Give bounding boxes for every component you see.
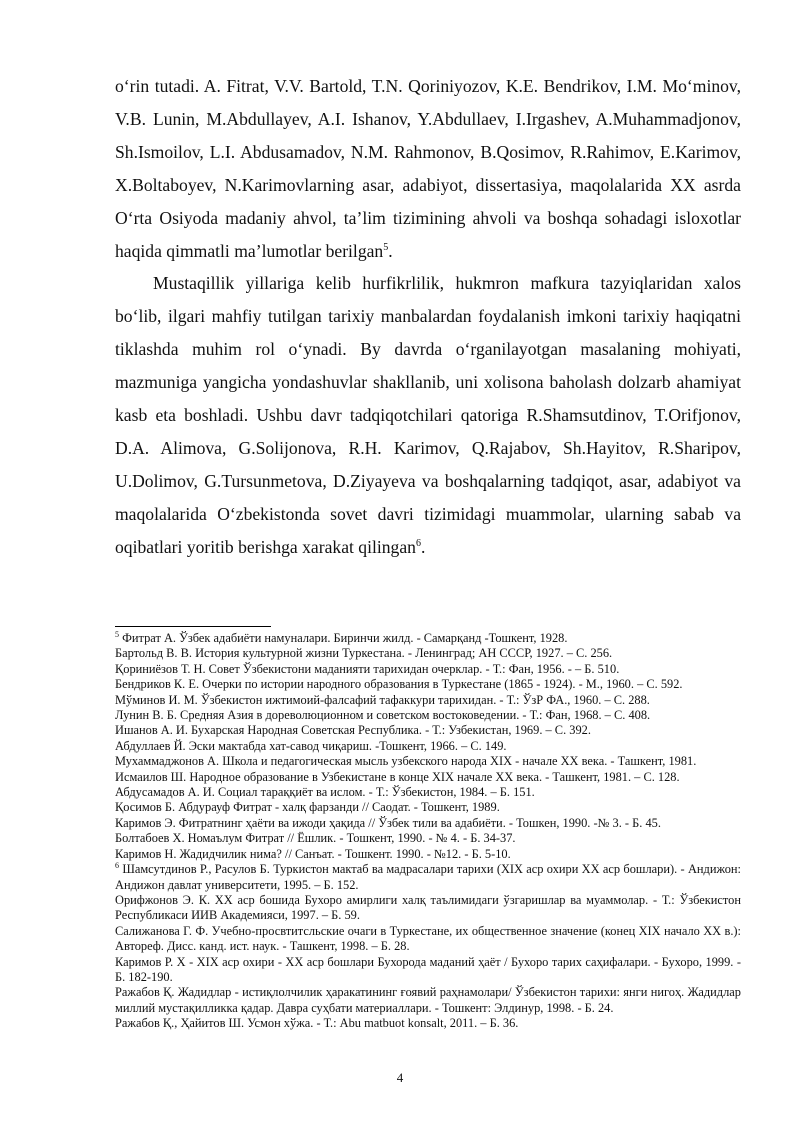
footnote-text: Қосимов Б. Абдурауф Фитрат - халқ фарзанди // Саодат. - Тошкент, 1989.: [115, 800, 500, 815]
footnotes-section: [115, 631, 741, 1032]
footnote-entry: [115, 924, 741, 955]
footnote-entry: [115, 800, 741, 815]
footnote-entry: [115, 723, 741, 738]
footnote-text: Ражабов Қ. Жадидлар - истиқлолчилик ҳаракатининг ғоявий раҳнамолари/ Ўзбекистон тарихи: янги нигоҳ. Жадидлар миллий мустақилликка қадар. Давра суҳбати материаллари. - Тошкент: Элдинур, 1998. - Б. 24.: [115, 985, 741, 1015]
footnote-text: Абдуллаев Й. Эски мактабда хат-савод чиқариш. -Тошкент, 1966. – С. 149.: [115, 738, 507, 753]
paragraph-1: o‘rin tutadi. A. Fitrat, V.V. Bartold, T.N. Qoriniyozov, K.E. Bendrikov, I.M. Mo‘minov, V.B. Lunin, M.Abdullayev, A.I. Ishanov, Y.Abdullaev, I.Irgashev, A.Muhammadjonov, Sh.Ismoilov, L.I. Abdusamadov, N.M. Rahmonov, B.Qosimov, R.Rahimov, E.Karimov, X.Boltaboyev, N.Karimovlarning asar, adabiyot, dissertasiya, maqolalarida XX asrda O‘rta Osiyoda madaniy ahvol, ta’lim tizimining ahvoli va boshqa sohadagi isloxotlar haqida qimmatli ma’lumotlar berilgan$^5$.: [115, 76, 741, 261]
page-number: 4: [396, 1070, 404, 1085]
footnote-entry: [115, 847, 741, 862]
footnote-text: Каримов Н. Жадидчилик нима? // Санъат. - Тошкент. 1990. - №12. - Б. 5-10.: [115, 846, 511, 861]
footnote-text: Ражабов Қ., Ҳайитов Ш. Усмон хўжа. - Т.: Abu matbuot konsalt, 2011. – Б. 36.: [115, 1016, 519, 1031]
footnote-text: Абдусамадов А. И. Социал тараққиёт ва ислом. - Т.: Ўзбекистон, 1984. – Б. 151.: [115, 785, 535, 800]
footnote-text: Бартольд В. В. История культурной жизни Туркестана. - Ленинград; АН СССР, 1927. – С. 256.: [115, 646, 613, 661]
footnote-text: Қориниёзов Т. Н. Совет Ўзбекистони маданияти тарихидан очерклар. - Т.: Фан, 1956. - – Б. 510.: [115, 661, 620, 676]
footnote-mark: 6: [115, 860, 119, 870]
footnote-entry: [115, 662, 741, 677]
footnote-text: Болтабоев Х. Номаълум Фитрат // Ёшлик. - Тошкент, 1990. - № 4. - Б. 34-37.: [115, 831, 516, 846]
footnote-entry: [115, 893, 741, 924]
footnote-entry: [115, 862, 741, 893]
footnote-entry: [115, 631, 741, 646]
footnote-text: Каримов Э. Фитратнинг ҳаёти ва ижоди ҳақида // Ўзбек тили ва адабиёти. - Тошкен, 1990. -№ 3. - Б. 45.: [115, 815, 661, 830]
footnote-text: Каримов Р. Х - XIX аср охири - XX аср бошлари Бухорода маданий ҳаёт / Бухоро тарих саҳифалари. - Бухоро, 1999. - Б. 182-190.: [115, 954, 741, 984]
footnote-entry: [115, 693, 741, 708]
footnote-entry: [115, 677, 741, 692]
footnote-text: Фитрат А. Ўзбек адабиёти намуналари. Биринчи жилд. - Самарқанд -Тошкент, 1928.: [119, 631, 568, 645]
footnote-entry: [115, 785, 741, 800]
footnote-ref-5[interactable]: 5: [383, 241, 389, 253]
footnote-text: Исмаилов Ш. Народное образование в Узбекистане в конце XIX начале XX века. - Ташкент, 1981. – С. 128.: [115, 769, 680, 784]
footnote-entry: [115, 1016, 741, 1031]
footnote-text: Салижанова Г. Ф. Учебно-просвтитсльские очаги в Туркестане, их общественное значение (конец XIX начало XX в.): Автореф. Дисс. канд. ист. наук. - Ташкент, 1998. – Б. 28.: [115, 923, 741, 954]
paragraph-2: Mustaqillik yillariga kelib hurfikrlilik, hukmron mafkura tazyiqlaridan xalos bo‘lib, ilgari mahfiy tutilgan tarixiy manbalardan foydalanish imkoni tarixiy haqiqatni tiklashda muhim rol o‘ynadi. By davrda o‘rganilayotgan masalaning mohiyati, mazmuniga yangicha yondashuvlar shakllanib, uni xolisona baholash dolzarb ahamiyat kasb eta boshladi. Ushbu davr tadqiqotchilari qatoriga R.Shamsutdinov, T.Orifjonov, D.A. Alimova, G.Solijonova, R.H. Karimov, Q.Rajabov, Sh.Hayitov, R.Sharipov, U.Dolimov, G.Tursunmetova, D.Ziyayeva va boshqalarning tadqiqot, asar, adabiyot va maqolalarida O‘zbekistonda sovet davri tizimidagi muammolar, ularning sabab va oqibatlari yoritib berishga xarakat qilingan$^6$.: [115, 273, 741, 557]
footnote-text: Шамсутдинов Р., Расулов Б. Туркистон мактаб ва мадрасалари тарихи (XIX аср охири XX аср бошлари). - Андижон: Андижон давлат университети, 1995. – Б. 152.: [115, 862, 741, 892]
main-text: [115, 70, 741, 564]
footnote-entry: [115, 708, 741, 723]
paragraph-2-text: Mustaqillik yillariga kelib hurfikrlilik, hukmron mafkura tazyiqlaridan xalos bo‘lib, ilgari mahfiy tutilgan tarixiy manbalardan foydalanish imkoni tarixiy haqiqatni tiklashda muhim rol o‘ynadi. By davrda o‘rganilayotgan masalaning mohiyati, mazmuniga yangicha yondashuvlar shakllanib, uni xolisona baholash dolzarb ahamiyat kasb eta boshladi. Ushbu davr tadqiqotchilari qatoriga R.Shamsutdinov, T.Orifjonov, D.A. Alimova, G.Solijonova, R.H. Karimov, Q.Rajabov, Sh.Hayitov, R.Sharipov, U.Dolimov, G.Tursunmetova, D.Ziyayeva va boshqalarning tadqiqot, asar, adabiyot va maqolalarida O‘zbekistonda sovet davri tizimidagi muammolar, ularning sabab va oqibatlari yoritib berishga xarakat qilingan: [115, 273, 741, 557]
footnote-ref-6[interactable]: 6: [415, 537, 421, 549]
footnote-text: Ишанов А. И. Бухарская Народная Советская Республика. - Т.: Узбекистан, 1969. – С. 392.: [115, 723, 591, 738]
footnote-text: Бендриков К. Е. Очерки по истории народного образования в Туркестане (1865 - 1924). - М., 1960. – С. 592.: [115, 677, 683, 692]
footnote-entry: [115, 831, 741, 846]
footnote-entry: [115, 754, 741, 769]
footnote-separator: [115, 626, 271, 627]
footnote-mark: 5: [115, 629, 119, 639]
footnote-text: Орифжонов Э. К. XX аср бошида Бухоро амирлиги халқ таълимидаги ўзгаришлар ва муаммолар. - Т.: Ўзбекистон Республикаси ИИВ Академияси, 1997. – Б. 59.: [115, 892, 741, 923]
footnote-text: Мўминов И. М. Ўзбекистон ижтимоий-фалсафий тафаккури тарихидан. - Т.: ЎзР ФА., 1960. – С. 288.: [115, 692, 650, 707]
footnote-entry: [115, 816, 741, 831]
footnote-entry: [115, 646, 741, 661]
footnote-text: Лунин В. Б. Средняя Азия в дореволюционном и советском востоковедении. - Т.: Фан, 1968. – С. 408.: [115, 708, 651, 723]
footnote-entry: [115, 955, 741, 986]
footnote-text: Мухаммаджонов А. Школа и педагогическая мысль узбекского народа XIX - начале XX века. - Ташкент, 1981.: [115, 754, 697, 769]
footnote-entry: [115, 739, 741, 754]
footnote-entry: [115, 770, 741, 785]
footnote-entry: [115, 985, 741, 1016]
paragraph-1-text: o‘rin tutadi. A. Fitrat, V.V. Bartold, T.N. Qoriniyozov, K.E. Bendrikov, I.M. Mo‘minov, V.B. Lunin, M.Abdullayev, A.I. Ishanov, Y.Abdullaev, I.Irgashev, A.Muhammadjonov, Sh.Ismoilov, L.I. Abdusamadov, N.M. Rahmonov, B.Qosimov, R.Rahimov, E.Karimov, X.Boltaboyev, N.Karimovlarning asar, adabiyot, dissertasiya, maqolalarida XX asrda O‘rta Osiyoda madaniy ahvol, ta’lim tizimining ahvoli va boshqa sohadagi isloxotlar haqida qimmatli ma’lumotlar berilgan: [115, 76, 741, 261]
